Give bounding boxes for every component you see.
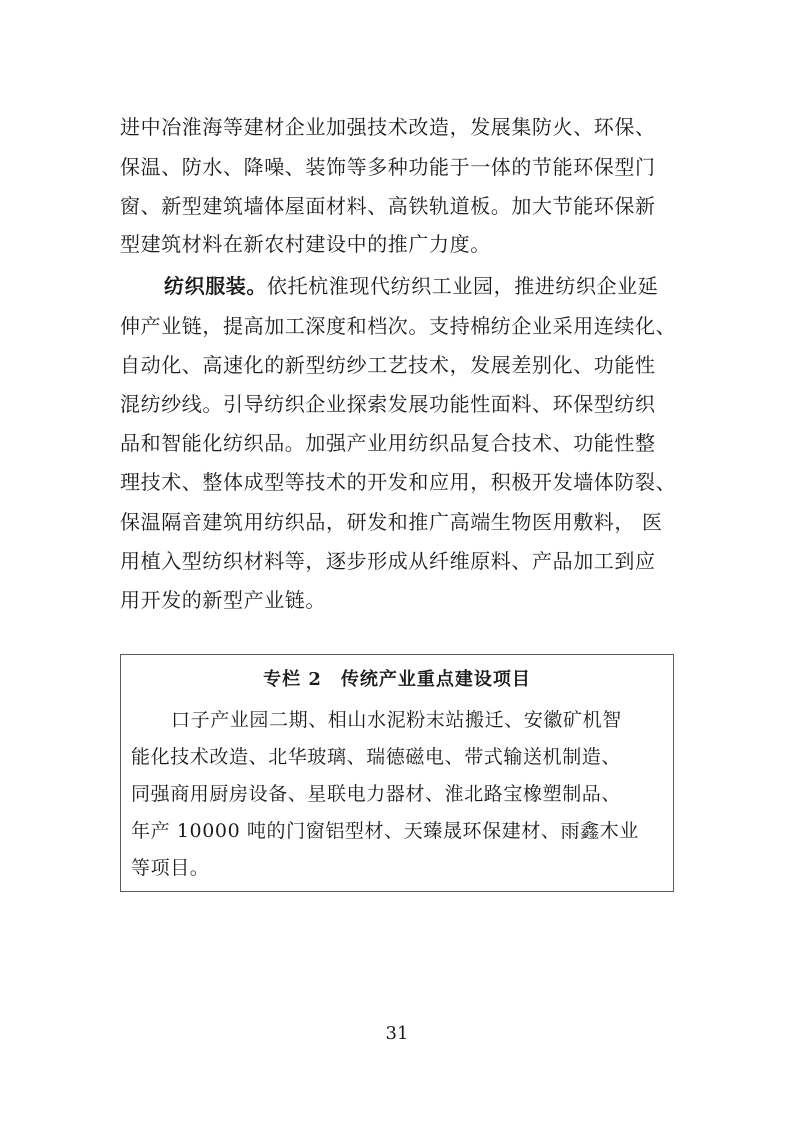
sidebar-box-line: 口子产业园二期、相山水泥粉末站搬迁、安徽矿机智: [171, 709, 622, 731]
paragraph-line: 窗、新型建筑墙体屋面材料、高铁轨道板。加大节能环保新: [120, 194, 656, 218]
paragraph-line: 型建筑材料在新农村建设中的推广力度。: [120, 232, 491, 256]
sidebar-box: [120, 654, 674, 892]
section-lead-heading: 纺织服装。: [164, 274, 267, 298]
sidebar-box-line: 同强商用厨房设备、星联电力器材、淮北路宝橡塑制品、: [131, 783, 622, 805]
paragraph-line-rest: 依托杭淮现代纺织工业园，推进纺织企业延: [267, 274, 659, 298]
paragraph-line: 品和智能化纺织品。加强产业用纺织品复合技术、功能性整: [120, 431, 656, 455]
paragraph-line: 伸产业链，提高加工深度和档次。支持棉纺企业采用连续化、: [120, 314, 677, 338]
paragraph-first-line: [164, 272, 680, 300]
paragraph-line: 进中冶淮海等建材企业加强技术改造，发展集防火、环保、: [120, 115, 656, 139]
page-number: 31: [385, 1023, 409, 1044]
paragraph-line: 混纺纱线。引导纺织企业探索发展功能性面料、环保型纺织: [120, 392, 656, 416]
paragraph-line: 保温、防水、降噪、装饰等多种功能于一体的节能环保型门: [120, 155, 656, 179]
paragraph-line: 理技术、整体成型等技术的开发和应用，积极开发墙体防裂、: [120, 470, 677, 494]
paragraph-line: 自动化、高速化的新型纺纱工艺技术，发展差别化、功能性: [120, 353, 656, 377]
sidebar-box-line: 等项目。: [131, 857, 210, 879]
sidebar-box-line: 年产 10000 吨的门窗铝型材、天臻晟环保建材、雨鑫木业: [131, 820, 639, 842]
paragraph-line: 用植入型纺织材料等，逐步形成从纤维原料、产品加工到应: [120, 549, 656, 573]
paragraph-line: 用开发的新型产业链。: [120, 588, 326, 612]
sidebar-box-line: 能化技术改造、北华玻璃、瑞德磁电、带式输送机制造、: [131, 746, 622, 768]
sidebar-box-title: 专栏 2 传统产业重点建设项目: [263, 669, 531, 690]
paragraph-line: 保温隔音建筑用纺织品，研发和推广高端生物医用敷料， 医: [120, 510, 663, 534]
